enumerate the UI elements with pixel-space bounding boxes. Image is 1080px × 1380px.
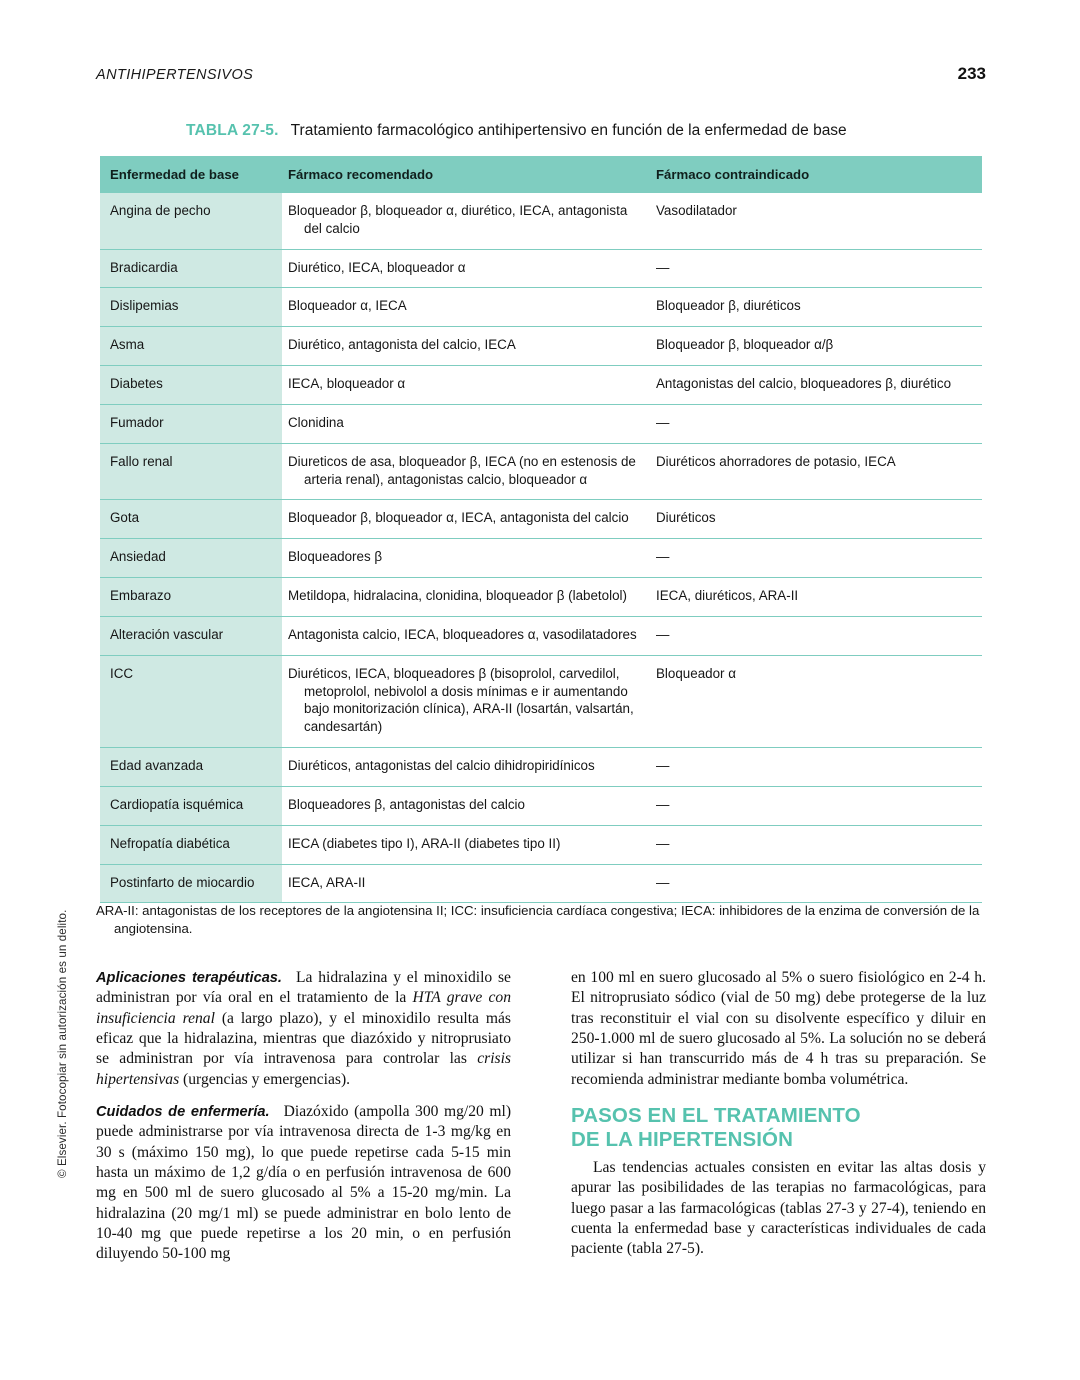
table-label: TABLA 27-5. xyxy=(186,122,279,139)
table-row xyxy=(100,404,982,443)
para1-text-3: (urgencias y emergencias). xyxy=(179,1070,351,1088)
paragraph-pasos: Las tendencias actuales consisten en evitar las altas dosis y apurar las posibilidades de las terapias no farmacológicas, para luego pasar a las farmacológicas (tablas 27-3 y 27-4), teniendo en cuenta la enfermedad base y características individuales de cada paciente (tabla 27-5). xyxy=(571,1159,986,1258)
para2-text: Diazóxido (ampolla 300 mg/20 ml) puede administrarse por vía intravenosa directa de 1-3 mg/kg en 30 s (máximo 150 mg), lo que puede repetirse cada 5-15 min hasta un máximo de 1,2 g/día o en perfusión intravenosa de 600 mg en 500 ml de suero glucosado al 5% a 15-20 mg/min. La hidralazina (20 mg/1 ml) se puede administrar en bolo lento de 10-40 mg que puede repetirse a los 20 min, o en perfusión diluyendo 50-100 mg xyxy=(96,1103,512,1263)
table-footnote: ARA-II: antagonistas de los receptores de la angiotensina II; ICC: insuficiencia cardíaca congestiva; IECA: inhibidores de la enzima de conversión de la angiotensina. xyxy=(96,903,980,936)
paragraph-lead-in: Cuidados de enfermería. xyxy=(96,1104,270,1121)
table-caption xyxy=(186,122,986,140)
section-heading-line-1: PASOS EN EL TRATAMIENTO xyxy=(571,1104,861,1128)
cell-recommended-text: IECA, ARA-II xyxy=(288,874,366,890)
cell-recommended xyxy=(282,786,650,825)
page-number: 233 xyxy=(957,64,986,83)
cell-disease: Gota xyxy=(100,500,282,539)
paragraph-lead-in: Aplicaciones terapéuticas. xyxy=(96,970,282,986)
page-header xyxy=(96,64,986,84)
cell-contraindicated: Bloqueador α xyxy=(650,655,982,747)
cell-contraindicated: — xyxy=(650,748,982,787)
cell-disease: Asma xyxy=(100,327,282,366)
cell-recommended xyxy=(282,443,650,500)
table-row xyxy=(100,825,982,864)
cell-recommended xyxy=(282,327,650,366)
cell-recommended-text: Diuréticos, IECA, bloqueadores β (bisoprolol, carvedilol, metoprolol, nebivolol a dosis mínimas e ir aumentando bajo monitorización clínica), ARA-II (losartán, valsartán, candesartán) xyxy=(288,665,634,735)
cell-disease: ICC xyxy=(100,655,282,747)
cell-disease: Nefropatía diabética xyxy=(100,825,282,864)
cell-disease: Embarazo xyxy=(100,578,282,617)
paragraph-continued: en 100 ml en suero glucosado al 5% o suero fisiológico en 2-4 h. El nitroprusiato sódico (vial de 50 mg) debe protegerse de la luz tras reconstituir el vial con su disolvente específico y diluir en 250-1.000 ml de suero glucosado al 5%. La solución no se deberá utilizar si han transcurrido más de 4 h tras su preparación. Se recomienda administrar mediante bomba volumétrica. xyxy=(571,969,986,1088)
cell-recommended-text: Bloqueadores β, antagonistas del calcio xyxy=(288,796,525,812)
table-row xyxy=(100,327,982,366)
cell-contraindicated: — xyxy=(650,864,982,903)
table-row xyxy=(100,578,982,617)
cell-contraindicated: Diuréticos ahorradores de potasio, IECA xyxy=(650,443,982,500)
cell-disease: Alteración vascular xyxy=(100,616,282,655)
table-row xyxy=(100,616,982,655)
para1-italic-2: crisis hipertensivas xyxy=(96,1050,511,1088)
cell-recommended-text: Bloqueador β, bloqueador α, diurético, IECA, antagonista del calcio xyxy=(288,203,628,236)
cell-contraindicated: Antagonistas del calcio, bloqueadores β, diurético xyxy=(650,366,982,405)
column-header-disease: Enfermedad de base xyxy=(100,156,282,193)
paragraph-aplicaciones xyxy=(96,968,511,1090)
cell-recommended-text: Bloqueadores β xyxy=(288,549,383,565)
para1-text-1: La hidralazina y el minoxidilo se administran por vía oral en el tratamiento de la xyxy=(96,969,511,1007)
table-header-row xyxy=(100,156,982,193)
cell-contraindicated: — xyxy=(650,249,982,288)
running-head-title: ANTIHIPERTENSIVOS xyxy=(96,67,254,83)
table-row xyxy=(100,366,982,405)
cell-disease: Angina de pecho xyxy=(100,193,282,249)
cell-recommended xyxy=(282,500,650,539)
body-columns xyxy=(96,968,986,1277)
table-body xyxy=(100,193,982,903)
column-header-contraindicated: Fármaco contraindicado xyxy=(650,156,982,193)
table-row xyxy=(100,655,982,747)
cell-contraindicated: — xyxy=(650,825,982,864)
cell-contraindicated: Bloqueador β, bloqueador α/β xyxy=(650,327,982,366)
cell-recommended-text: Antagonista calcio, IECA, bloqueadores α, vasodilatadores xyxy=(288,626,637,642)
table-row xyxy=(100,500,982,539)
cell-recommended-text: Diurético, IECA, bloqueador α xyxy=(288,259,466,275)
cell-recommended xyxy=(282,578,650,617)
table-container xyxy=(100,156,982,903)
right-column xyxy=(571,968,986,1277)
cell-recommended xyxy=(282,288,650,327)
cell-recommended xyxy=(282,539,650,578)
cell-recommended-text: Diureticos de asa, bloqueador β, IECA (no en estenosis de arteria renal), antagonistas calcio, bloqueador α xyxy=(288,453,636,487)
cell-disease: Ansiedad xyxy=(100,539,282,578)
cell-disease: Dislipemias xyxy=(100,288,282,327)
cell-recommended-text: Diurético, antagonista del calcio, IECA xyxy=(288,337,516,353)
section-heading-line-2: DE LA HIPERTENSIÓN xyxy=(571,1128,794,1152)
cell-disease: Postinfarto de miocardio xyxy=(100,864,282,903)
cell-disease: Diabetes xyxy=(100,366,282,405)
cell-recommended xyxy=(282,404,650,443)
table-row xyxy=(100,864,982,903)
table-row xyxy=(100,249,982,288)
cell-recommended-text: Metildopa, hidralacina, clonidina, bloqueador β (labetolol) xyxy=(288,588,627,604)
table-row xyxy=(100,288,982,327)
column-header-recommended: Fármaco recomendado xyxy=(282,156,650,193)
treatment-table xyxy=(100,156,982,903)
table-caption-text: Tratamiento farmacológico antihipertensivo en función de la enfermedad de base xyxy=(290,122,847,139)
table-row xyxy=(100,193,982,249)
cell-recommended-text: Clonidina xyxy=(288,414,344,430)
copyright-notice: © Elsevier. Fotocopiar sin autorización es un delito. xyxy=(56,909,69,1178)
cell-recommended xyxy=(282,825,650,864)
table-row xyxy=(100,539,982,578)
cell-recommended xyxy=(282,366,650,405)
cell-recommended-text: Diuréticos, antagonistas del calcio dihidropiridínicos xyxy=(288,758,595,774)
cell-recommended xyxy=(282,748,650,787)
cell-recommended xyxy=(282,249,650,288)
table-row xyxy=(100,748,982,787)
table-row xyxy=(100,443,982,500)
cell-recommended-text: Bloqueador α, IECA xyxy=(288,298,407,314)
cell-disease: Fumador xyxy=(100,404,282,443)
cell-disease: Cardiopatía isquémica xyxy=(100,786,282,825)
cell-contraindicated: IECA, diuréticos, ARA-II xyxy=(650,578,982,617)
cell-recommended xyxy=(282,616,650,655)
cell-recommended-text: Bloqueador β, bloqueador α, IECA, antagonista del calcio xyxy=(288,510,629,526)
para1-italic-1: HTA grave con insuficiencia renal xyxy=(96,989,511,1027)
cell-contraindicated: — xyxy=(650,616,982,655)
cell-contraindicated: — xyxy=(650,404,982,443)
cell-disease: Bradicardia xyxy=(100,249,282,288)
para1-text-2: (a largo plazo), y el minoxidilo resulta más eficaz que la hidralazina, mientras que diazóxido y nitroprusiato se administran por vía intravenosa para controlar las xyxy=(96,1009,511,1068)
cell-disease: Edad avanzada xyxy=(100,748,282,787)
paragraph-cuidados xyxy=(96,1102,511,1265)
cell-recommended xyxy=(282,864,650,903)
cell-contraindicated: Vasodilatador xyxy=(650,193,982,249)
cell-recommended xyxy=(282,193,650,249)
section-heading xyxy=(571,1104,986,1152)
cell-recommended xyxy=(282,655,650,747)
table-row xyxy=(100,786,982,825)
cell-recommended-text: IECA, bloqueador α xyxy=(288,376,406,392)
cell-contraindicated: Diuréticos xyxy=(650,500,982,539)
left-column xyxy=(96,968,511,1277)
cell-contraindicated: — xyxy=(650,786,982,825)
cell-contraindicated: — xyxy=(650,539,982,578)
cell-contraindicated: Bloqueador β, diuréticos xyxy=(650,288,982,327)
cell-disease: Fallo renal xyxy=(100,443,282,500)
cell-recommended-text: IECA (diabetes tipo I), ARA-II (diabetes tipo II) xyxy=(288,835,561,851)
